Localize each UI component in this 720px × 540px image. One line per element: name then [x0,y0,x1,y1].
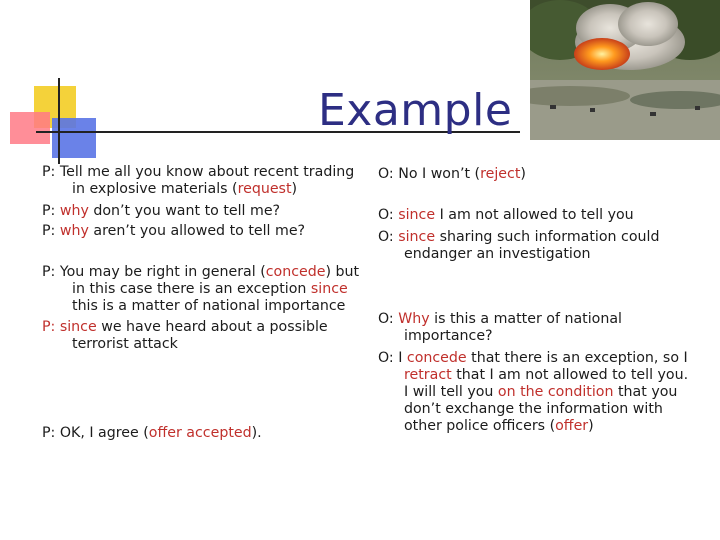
o5-text-f: I will tell you [404,384,498,400]
opponent-line-4 [378,311,622,345]
explosion-photo [530,0,720,140]
proponent-line-6 [42,425,262,442]
p5-text-c: terrorist attack [72,336,178,352]
p1-text: P: Tell me all you know about recent trading [42,164,355,180]
p4-text-d: in this case there is an exception [72,281,311,297]
vertical-line-decoration [58,78,60,164]
slide-title: Example [318,85,513,136]
request-keyword: request [237,181,292,197]
o5-text: that there is an exception, so I [466,350,688,366]
why-keyword: why [59,223,89,239]
concede-keyword: concede [406,350,467,366]
proponent-line-4 [42,264,359,315]
p6-close: ). [251,425,262,441]
o4-text: is this a matter of national [429,311,622,327]
proponent-line-5 [42,319,328,353]
o1-text: O: No I won’t ( [378,166,481,182]
o5-text-h: that you [613,384,678,400]
explosion-photo-svg [530,0,720,140]
since-keyword: P: since [42,319,97,335]
o2-prefix: O: [378,207,399,223]
o3-text-d: endanger an investigation [404,246,591,262]
opponent-line-2 [378,207,634,224]
p2-text: don’t you want to tell me? [88,203,281,219]
p6-text: P: OK, I agree ( [42,425,149,441]
offer-accepted-keyword: offer accepted [148,425,252,441]
proponent-line-3 [42,223,305,240]
retract-keyword: retract [404,367,452,383]
opponent-line-5 [378,350,688,435]
p3-text: aren’t you allowed to tell me? [88,223,306,239]
o1-close: ) [520,166,526,182]
since-keyword: since [398,207,436,223]
p1-text-cont: in explosive materials ( [72,181,238,197]
p1-close: ) [291,181,298,197]
p3-prefix: P: [42,223,60,239]
o2-text: I am not allowed to tell you [435,207,634,223]
proponent-line-2 [42,203,280,220]
o3-text: sharing such information could [435,229,660,245]
p4-text-b: ) but [325,264,360,280]
opponent-line-1 [378,166,526,183]
p2-prefix: P: [42,203,60,219]
p4-text: P: You may be right in general ( [42,264,266,280]
p5-text: we have heard about a possible [96,319,328,335]
offer-keyword: offer [555,418,589,434]
why-keyword: Why [398,311,430,327]
o4-text-d: importance? [404,328,493,344]
why-keyword: why [59,203,89,219]
on-the-condition-keyword: on the condition [497,384,614,400]
reject-keyword: reject [480,166,521,182]
opponent-line-3 [378,229,659,263]
o5-prefix: O: I [378,350,407,366]
p4-text-f: this is a matter of national importance [72,298,346,314]
o4-prefix: O: [378,311,399,327]
o3-prefix: O: [378,229,399,245]
since-keyword: since [398,229,436,245]
o5-text-e: that I am not allowed to tell you. [451,367,689,383]
o5-close: ) [588,418,594,434]
proponent-line-1 [42,164,354,198]
red-square-decoration [10,112,50,144]
o5-text-i: don’t exchange the information with [404,401,663,417]
o5-text-j: other police officers ( [404,418,556,434]
concede-keyword: concede [265,264,326,280]
since-keyword: since [310,281,348,297]
